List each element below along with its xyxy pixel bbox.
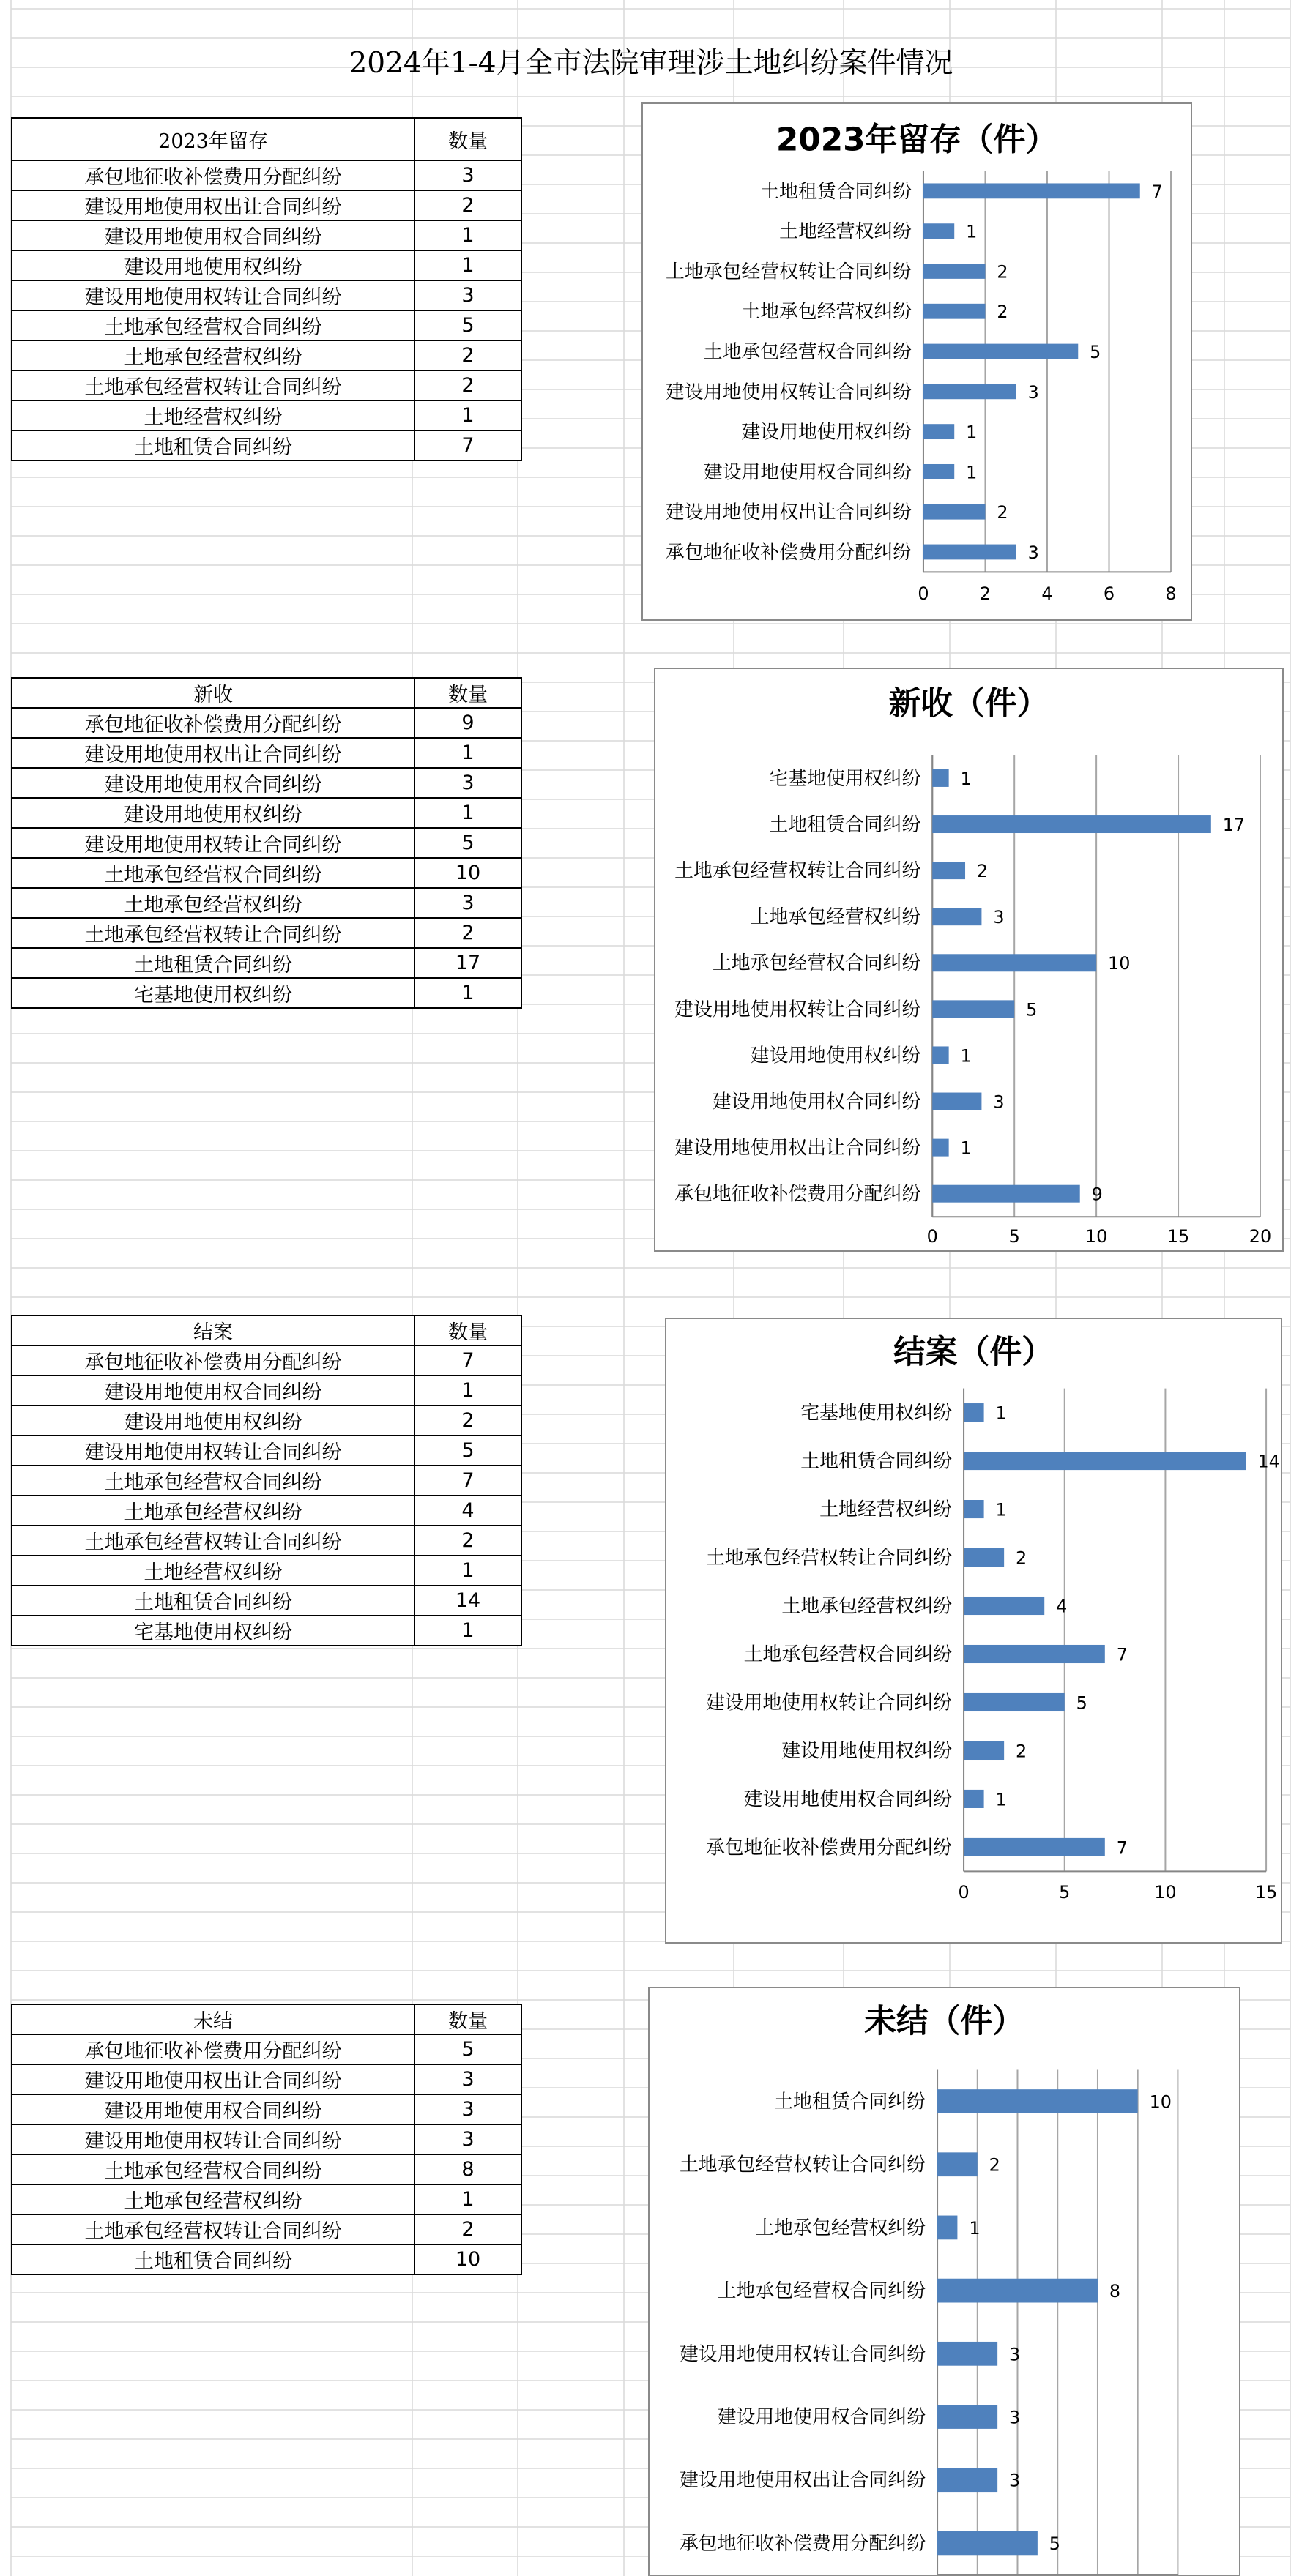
data-label: 3 [1027, 381, 1039, 403]
table-row [12, 1526, 521, 1556]
cell-count: 4 [414, 1496, 521, 1526]
category-label: 建设用地使用权出让合同纠纷 [666, 501, 912, 524]
bar-chart-svg [666, 1319, 1281, 1942]
cell-category: 建设用地使用权转让合同纠纷 [12, 828, 414, 858]
data-label: 1 [969, 2217, 981, 2239]
x-tick-label: 15 [1254, 1882, 1278, 1903]
table-row [12, 768, 521, 798]
data-label: 2 [1016, 1741, 1027, 1762]
table-header-count: 数量 [414, 118, 521, 160]
cell-category: 建设用地使用权出让合同纠纷 [12, 738, 414, 768]
data-label: 1 [960, 1138, 972, 1159]
category-label: 建设用地使用权纠纷 [781, 1740, 953, 1763]
cell-count: 10 [414, 2244, 521, 2274]
cell-count: 10 [414, 858, 521, 888]
page-title: 2024年1-4月全市法院审理涉土地纠纷案件情况 [349, 47, 953, 80]
table-row [12, 340, 521, 370]
category-label: 土地经营权纠纷 [779, 220, 912, 243]
cell-category: 土地租赁合同纠纷 [12, 948, 414, 978]
category-label: 土地承包经营权转让合同纠纷 [705, 1547, 953, 1569]
x-tick-label: 10 [1085, 1226, 1108, 1247]
cell-category: 土地承包经营权合同纠纷 [12, 2154, 414, 2184]
category-label: 建设用地使用权合同纠纷 [717, 2406, 926, 2429]
category-label: 承包地征收补偿费用分配纠纷 [679, 2532, 926, 2555]
category-label: 土地承包经营权转让合同纠纷 [674, 860, 921, 883]
bar [923, 545, 1016, 560]
category-label: 建设用地使用权转让合同纠纷 [666, 381, 912, 403]
cell-category: 建设用地使用权合同纠纷 [12, 220, 414, 250]
cell-category: 承包地征收补偿费用分配纠纷 [12, 1345, 414, 1375]
data-label: 3 [1027, 542, 1039, 563]
table-row [12, 888, 521, 918]
x-tick-label: 2 [979, 583, 992, 605]
bar [932, 954, 1096, 971]
cell-category: 土地承包经营权转让合同纠纷 [12, 2214, 414, 2244]
data-label: 3 [1009, 2407, 1021, 2428]
bar [923, 264, 986, 279]
category-label: 建设用地使用权合同纠纷 [712, 1091, 921, 1113]
cell-count: 1 [414, 400, 521, 430]
table-row [12, 250, 521, 280]
table-row [12, 978, 521, 1008]
data-label: 1 [995, 1403, 1007, 1424]
table-row [12, 1496, 521, 1526]
data-label: 4 [1056, 1596, 1068, 1617]
cell-category: 土地租赁合同纠纷 [12, 1586, 414, 1616]
bar [964, 1790, 984, 1808]
category-label: 土地租赁合同纠纷 [800, 1450, 953, 1473]
x-tick-label: 20 [1249, 1226, 1272, 1247]
x-tick-label: 15 [1167, 1226, 1190, 1247]
bar [964, 1693, 1065, 1711]
category-label: 建设用地使用权转让合同纠纷 [705, 1692, 953, 1714]
table-row [12, 1375, 521, 1405]
cell-count: 17 [414, 948, 521, 978]
data-label: 3 [1009, 2344, 1021, 2365]
table-new-cases [11, 677, 522, 1009]
bar [932, 908, 981, 925]
cell-category: 土地承包经营权纠纷 [12, 340, 414, 370]
cell-category: 土地租赁合同纠纷 [12, 2244, 414, 2274]
cell-count: 14 [414, 1586, 521, 1616]
cell-count: 3 [414, 280, 521, 310]
bar [964, 1500, 984, 1518]
cell-category: 宅基地使用权纠纷 [12, 1616, 414, 1646]
cell-category: 土地经营权纠纷 [12, 1556, 414, 1586]
category-label: 建设用地使用权合同纠纷 [703, 461, 912, 484]
cell-count: 5 [414, 310, 521, 340]
category-label: 土地承包经营权转让合同纠纷 [679, 2154, 926, 2176]
data-label: 10 [1108, 953, 1131, 974]
table-row [12, 1586, 521, 1616]
data-label: 10 [1149, 2091, 1172, 2113]
x-tick-label: 5 [1008, 1226, 1020, 1247]
data-label: 2 [989, 2154, 1000, 2176]
cell-count: 3 [414, 2094, 521, 2124]
table-row [12, 2154, 521, 2184]
x-tick-label: 0 [918, 583, 929, 605]
bar [937, 2531, 1038, 2556]
cell-category: 建设用地使用权转让合同纠纷 [12, 1436, 414, 1466]
cell-category: 土地承包经营权合同纠纷 [12, 310, 414, 340]
table-row [12, 828, 521, 858]
cell-category: 建设用地使用权出让合同纠纷 [12, 190, 414, 220]
table-row [12, 160, 521, 190]
table-row [12, 918, 521, 948]
table-row [12, 2034, 521, 2064]
bar [932, 862, 965, 879]
cell-category: 承包地征收补偿费用分配纠纷 [12, 708, 414, 738]
table-row [12, 1436, 521, 1466]
chart-title: 结案（件） [893, 1333, 1054, 1371]
cell-count: 1 [414, 1375, 521, 1405]
cell-count: 5 [414, 2034, 521, 2064]
data-label: 7 [1151, 181, 1163, 202]
category-label: 建设用地使用权转让合同纠纷 [679, 2343, 926, 2366]
cell-count: 3 [414, 160, 521, 190]
x-tick-label: 0 [926, 1226, 938, 1247]
cell-count: 8 [414, 2154, 521, 2184]
cell-category: 土地承包经营权合同纠纷 [12, 1466, 414, 1496]
cell-category: 土地承包经营权转让合同纠纷 [12, 1526, 414, 1556]
bar [923, 304, 986, 319]
cell-category: 土地承包经营权纠纷 [12, 2184, 414, 2214]
bar-chart-svg [650, 1988, 1239, 2575]
bar [932, 1185, 1079, 1203]
data-label: 5 [1049, 2533, 1060, 2554]
bar [937, 2468, 997, 2492]
table-row [12, 370, 521, 400]
x-tick-label: 4 [1041, 583, 1053, 605]
cell-category: 土地承包经营权合同纠纷 [12, 858, 414, 888]
data-label: 7 [1116, 1837, 1128, 1859]
category-label: 承包地征收补偿费用分配纠纷 [666, 541, 912, 564]
table-row [12, 2244, 521, 2274]
category-label: 土地承包经营权纠纷 [755, 2217, 926, 2239]
chart-title: 未结（件） [864, 2002, 1024, 2040]
category-label: 建设用地使用权出让合同纠纷 [679, 2469, 926, 2492]
bar [923, 384, 1016, 399]
bar [923, 504, 986, 520]
bar [964, 1741, 1004, 1760]
data-label: 2 [1016, 1548, 1027, 1569]
table-row [12, 1556, 521, 1586]
chart-pending-cases [648, 1987, 1240, 2576]
bar [937, 2405, 997, 2429]
bar [964, 1838, 1105, 1856]
bar [923, 344, 1078, 359]
bar [923, 424, 954, 439]
category-label: 土地租赁合同纠纷 [769, 813, 921, 836]
cell-count: 2 [414, 340, 521, 370]
table-closed-cases [11, 1315, 522, 1646]
data-label: 2 [976, 861, 989, 882]
category-label: 土地承包经营权合同纠纷 [743, 1643, 953, 1666]
cell-count: 1 [414, 978, 521, 1008]
table-row [12, 708, 521, 738]
cell-count: 2 [414, 190, 521, 220]
bar [964, 1548, 1004, 1567]
data-label: 5 [1076, 1692, 1087, 1714]
data-label: 8 [1109, 2281, 1121, 2302]
table-header-count: 数量 [414, 2004, 521, 2034]
bar [932, 1093, 981, 1110]
cell-count: 7 [414, 1466, 521, 1496]
table-row [12, 2124, 521, 2154]
cell-count: 1 [414, 2184, 521, 2214]
table-row [12, 190, 521, 220]
x-tick-label: 10 [1154, 1882, 1177, 1903]
bar [932, 1139, 948, 1157]
data-label: 3 [993, 907, 1005, 928]
cell-count: 1 [414, 798, 521, 828]
category-label: 建设用地使用权纠纷 [750, 1045, 921, 1067]
data-label: 7 [1116, 1644, 1128, 1665]
bar [923, 183, 1140, 198]
category-label: 土地承包经营权合同纠纷 [703, 340, 912, 363]
category-label: 土地承包经营权合同纠纷 [712, 952, 921, 975]
chart-title: 新收（件） [888, 684, 1049, 723]
bar [937, 2152, 978, 2176]
data-label: 3 [1009, 2470, 1021, 2491]
category-label: 土地承包经营权纠纷 [750, 906, 921, 929]
cell-category: 土地承包经营权纠纷 [12, 1496, 414, 1526]
table-row [12, 948, 521, 978]
bar [937, 2216, 957, 2240]
bar [932, 815, 1211, 833]
table-header-count: 数量 [414, 678, 521, 708]
category-label: 土地租赁合同纠纷 [760, 180, 912, 203]
bar [937, 2342, 997, 2366]
category-label: 土地承包经营权纠纷 [741, 301, 912, 324]
cell-count: 7 [414, 430, 521, 460]
cell-count: 2 [414, 1405, 521, 1436]
cell-count: 3 [414, 768, 521, 798]
data-label: 5 [1026, 999, 1038, 1020]
data-label: 2 [997, 261, 1008, 283]
table-pending-cases [11, 2004, 522, 2275]
data-label: 1 [995, 1499, 1007, 1520]
cell-count: 1 [414, 1556, 521, 1586]
bar [964, 1645, 1105, 1663]
cell-category: 宅基地使用权纠纷 [12, 978, 414, 1008]
data-label: 2 [997, 502, 1008, 523]
category-label: 建设用地使用权出让合同纠纷 [674, 1137, 921, 1160]
cell-category: 承包地征收补偿费用分配纠纷 [12, 160, 414, 190]
bar [937, 2279, 1098, 2303]
cell-count: 7 [414, 1345, 521, 1375]
chart-title: 2023年留存（件） [775, 121, 1058, 159]
category-label: 承包地征收补偿费用分配纠纷 [705, 1837, 953, 1859]
cell-count: 9 [414, 708, 521, 738]
table-row [12, 1616, 521, 1646]
cell-count: 2 [414, 918, 521, 948]
category-label: 土地承包经营权合同纠纷 [717, 2280, 926, 2303]
data-label: 2 [997, 302, 1008, 323]
cell-count: 5 [414, 828, 521, 858]
table-row [12, 1405, 521, 1436]
bar [964, 1403, 984, 1422]
table-row [12, 738, 521, 768]
table-row [12, 280, 521, 310]
cell-category: 建设用地使用权合同纠纷 [12, 1375, 414, 1405]
category-label: 土地经营权纠纷 [819, 1498, 953, 1521]
category-label: 建设用地使用权合同纠纷 [743, 1788, 953, 1811]
cell-category: 建设用地使用权合同纠纷 [12, 768, 414, 798]
cell-count: 2 [414, 1526, 521, 1556]
category-label: 建设用地使用权转让合同纠纷 [674, 998, 921, 1021]
table-header-category: 2023年留存 [12, 118, 414, 160]
cell-count: 1 [414, 250, 521, 280]
data-label: 1 [960, 1045, 972, 1067]
cell-category: 土地承包经营权纠纷 [12, 888, 414, 918]
table-header-category: 结案 [12, 1315, 414, 1345]
table-row [12, 220, 521, 250]
cell-count: 1 [414, 738, 521, 768]
bar-chart-svg [655, 669, 1282, 1250]
cell-category: 土地经营权纠纷 [12, 400, 414, 430]
table-row [12, 430, 521, 460]
table-row [12, 798, 521, 828]
cell-count: 2 [414, 2214, 521, 2244]
bar [932, 769, 948, 787]
category-label: 土地承包经营权纠纷 [781, 1595, 953, 1618]
x-tick-label: 8 [1165, 583, 1177, 605]
bar [932, 1046, 948, 1064]
cell-category: 承包地征收补偿费用分配纠纷 [12, 2034, 414, 2064]
data-label: 1 [960, 768, 972, 789]
data-label: 1 [966, 422, 978, 443]
cell-count: 2 [414, 370, 521, 400]
cell-category: 建设用地使用权转让合同纠纷 [12, 2124, 414, 2154]
table-row [12, 1466, 521, 1496]
table-header-category: 新收 [12, 678, 414, 708]
cell-category: 建设用地使用权纠纷 [12, 1405, 414, 1436]
category-label: 宅基地使用权纠纷 [769, 767, 921, 790]
category-label: 土地租赁合同纠纷 [774, 2091, 926, 2113]
table-row [12, 2094, 521, 2124]
data-label: 1 [966, 462, 978, 483]
table-row [12, 2184, 521, 2214]
cell-category: 建设用地使用权转让合同纠纷 [12, 280, 414, 310]
data-label: 9 [1091, 1184, 1103, 1205]
x-tick-label: 5 [1059, 1882, 1071, 1903]
data-label: 17 [1222, 814, 1246, 835]
bar [932, 1000, 1014, 1018]
chart-closed-cases [665, 1318, 1282, 1944]
bar-chart-svg [643, 104, 1191, 619]
cell-count: 5 [414, 1436, 521, 1466]
data-label: 5 [1090, 341, 1101, 362]
category-label: 承包地征收补偿费用分配纠纷 [674, 1183, 921, 1206]
table-row [12, 1345, 521, 1375]
chart-new-cases [654, 668, 1284, 1252]
table-header-count: 数量 [414, 1315, 521, 1345]
cell-count: 1 [414, 1616, 521, 1646]
category-label: 宅基地使用权纠纷 [800, 1402, 953, 1425]
data-label: 14 [1257, 1451, 1280, 1472]
cell-category: 土地租赁合同纠纷 [12, 430, 414, 460]
data-label: 3 [993, 1091, 1005, 1113]
cell-category: 建设用地使用权合同纠纷 [12, 2094, 414, 2124]
table-row [12, 858, 521, 888]
table-row [12, 400, 521, 430]
bar [937, 2089, 1138, 2113]
cell-count: 3 [414, 2124, 521, 2154]
cell-category: 建设用地使用权出让合同纠纷 [12, 2064, 414, 2094]
cell-count: 3 [414, 888, 521, 918]
cell-category: 土地承包经营权转让合同纠纷 [12, 370, 414, 400]
bar [964, 1452, 1246, 1470]
cell-count: 3 [414, 2064, 521, 2094]
table-header-category: 未结 [12, 2004, 414, 2034]
cell-count: 1 [414, 220, 521, 250]
table-row [12, 2214, 521, 2244]
bar [923, 223, 954, 239]
cell-category: 土地承包经营权转让合同纠纷 [12, 918, 414, 948]
data-label: 1 [966, 221, 978, 242]
x-tick-label: 6 [1103, 583, 1115, 605]
category-label: 建设用地使用权纠纷 [741, 421, 912, 444]
bar [923, 464, 954, 479]
cell-category: 建设用地使用权纠纷 [12, 798, 414, 828]
chart-2023-retained [641, 102, 1192, 621]
category-label: 土地承包经营权转让合同纠纷 [666, 261, 912, 283]
data-label: 1 [995, 1789, 1007, 1810]
table-row [12, 2064, 521, 2094]
cell-category: 建设用地使用权纠纷 [12, 250, 414, 280]
bar [964, 1597, 1044, 1615]
table-2023-retained [11, 117, 522, 461]
table-row [12, 310, 521, 340]
x-tick-label: 0 [958, 1882, 970, 1903]
